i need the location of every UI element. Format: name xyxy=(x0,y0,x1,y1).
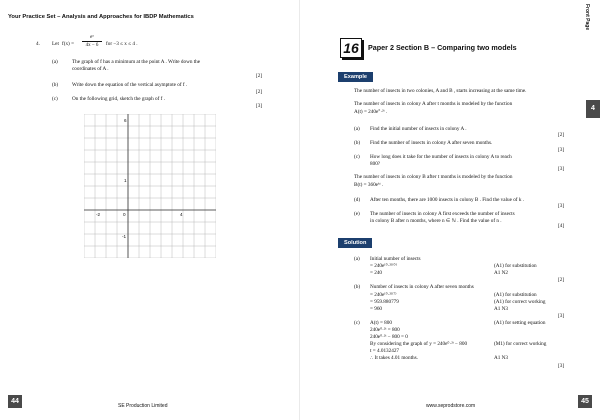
colony-b-line-1: The number of insects in colony B after t months is modeled by the function xyxy=(354,174,513,180)
solution-work: = 959.880779 xyxy=(370,298,399,305)
solution-work: = 240e⁽⁰·²⁾⁽⁰⁾ xyxy=(370,263,397,270)
solution-work: 240e⁰·²ᵗ = 800 xyxy=(370,327,400,333)
solution-label: (b) xyxy=(354,284,361,291)
solution-marks: [3] xyxy=(558,362,565,369)
ex-part-d-text: After ten months, there are 1000 insects in colony B . Find the value of k . xyxy=(370,197,525,203)
part-a-marks: [2] xyxy=(256,73,263,79)
solution-work: A(t) = 800 xyxy=(370,319,392,326)
ex-part-e-text: The number of insects in colony A first exceeds the number of insects xyxy=(370,211,515,217)
function-domain: for −3 ≤ x ≤ 4 . xyxy=(106,41,138,47)
example-tag: Example xyxy=(338,72,373,82)
right-page xyxy=(300,0,600,420)
example-line-2: The number of insects in colony A after t months is modeled by the function xyxy=(354,101,513,107)
colony-b-line-2: B(t) = 360eᵏᵗ . xyxy=(354,182,384,188)
example-line-1: The number of insects in two colonies, A and B , starts increasing at the same time. xyxy=(354,88,527,94)
solution-work: t = 4.0132427 xyxy=(370,348,400,355)
part-c-marks: [3] xyxy=(256,103,263,109)
ex-part-e-marks: [4] xyxy=(558,223,565,229)
y-tick-top: 6 xyxy=(124,118,127,123)
solution-tag: Solution xyxy=(338,238,372,248)
ex-part-b-text: Find the number of insects in colony A after seven months. xyxy=(370,140,493,146)
x-tick-origin: 0 xyxy=(123,212,126,217)
solution-work: Number of insects in colony A after seven months xyxy=(370,284,474,291)
solution-note: (A1) for substitution xyxy=(494,291,537,298)
part-b-marks: [2] xyxy=(256,89,263,95)
solution-note: (M1) for correct working xyxy=(494,341,547,348)
chapter-title: Paper 2 Section B – Comparing two models xyxy=(368,43,517,52)
fraction-denominator: 4x − 6 xyxy=(85,43,99,48)
ex-part-a-text: Find the initial number of insects in colony A . xyxy=(370,126,467,132)
solution-work: = 240 xyxy=(370,270,383,277)
ex-part-c-label: (c) xyxy=(354,154,360,160)
ex-part-b-marks: [3] xyxy=(558,147,565,153)
x-tick-right: 4 xyxy=(180,212,183,217)
solution-marks: [2] xyxy=(558,277,565,284)
part-a-text: The graph of f has a minimum at the point A . Write down the xyxy=(72,59,201,65)
side-label: Front Page xyxy=(584,4,590,31)
x-tick-left: -2 xyxy=(96,212,101,217)
ex-part-d-label: (d) xyxy=(354,197,361,203)
page-number-right: 45 xyxy=(578,395,592,408)
sketch-grid xyxy=(84,114,216,258)
solution-label: (c) xyxy=(354,319,360,326)
solution-note: A1 N3 xyxy=(494,355,508,362)
ex-part-b-label: (b) xyxy=(354,140,361,146)
page-number-left: 44 xyxy=(8,395,22,408)
fraction-bar xyxy=(82,41,102,42)
solution-note: A1 N2 xyxy=(494,270,508,277)
part-b-text: Write down the equation of the vertical asymptote of f . xyxy=(72,82,188,88)
ex-part-c-marks: [3] xyxy=(558,166,565,172)
ex-part-c-text2: 800? xyxy=(370,161,381,167)
solution-work: By considering the graph of y = 240e⁰·²ᵗ − 800 xyxy=(370,341,468,348)
solution-work: ∴ It takes 4.01 months. xyxy=(370,355,418,362)
function-fraction xyxy=(82,35,102,48)
solution-work: = 240e⁽⁰·²⁾⁽⁷⁾ xyxy=(370,291,397,298)
chapter-tab: 4 xyxy=(586,100,600,118)
part-a-label: (a) xyxy=(52,59,58,65)
question-number: 4. xyxy=(36,41,40,47)
ex-part-a-label: (a) xyxy=(354,126,360,132)
function-lhs: f(x) = xyxy=(62,41,74,47)
ex-part-e-text2: in colony B after n months, where n ∈ ℕ . Find the value of n . xyxy=(370,218,502,224)
part-a-text2: coordinates of A . xyxy=(72,66,109,72)
solution-work: Initial number of insects xyxy=(370,256,421,262)
part-c-text: On the following grid, sketch the graph of f . xyxy=(72,96,165,102)
ex-part-d-marks: [3] xyxy=(558,203,565,209)
fraction-numerator: eˣ xyxy=(90,35,94,40)
part-c-label: (c) xyxy=(52,96,58,102)
solution-note: A1 N3 xyxy=(494,305,508,312)
solution-note: (A1) for substitution xyxy=(494,263,537,270)
solution-marks: [3] xyxy=(558,312,565,319)
solution-label: (a) xyxy=(354,256,360,262)
solution-note: (A1) for setting equation xyxy=(494,319,546,326)
ex-part-c-text: How long does it take for the number of insects in colony A to reach xyxy=(370,154,512,160)
solution-note: (A1) for correct working xyxy=(494,298,546,305)
ex-part-a-marks: [2] xyxy=(558,132,565,138)
solution-work: 240e⁰·²ᵗ − 800 = 0 xyxy=(370,334,408,341)
question-intro: Let xyxy=(52,41,59,47)
footer-right: www.seprodstore.com xyxy=(426,403,476,409)
book-header: Your Practice Set – Analysis and Approaches for IBDP Mathematics xyxy=(8,14,194,20)
y-tick-bottom: -1 xyxy=(122,234,127,239)
footer-left: SE Production Limited xyxy=(118,403,168,409)
example-line-3: A(t) = 240e°·²ᵗ . xyxy=(354,109,388,115)
solution-work: = 960 xyxy=(370,305,383,312)
part-b-label: (b) xyxy=(52,82,59,88)
chapter-number-box: 16 xyxy=(340,38,362,58)
ex-part-e-label: (e) xyxy=(354,211,360,217)
y-tick-mid: 1 xyxy=(124,178,127,183)
